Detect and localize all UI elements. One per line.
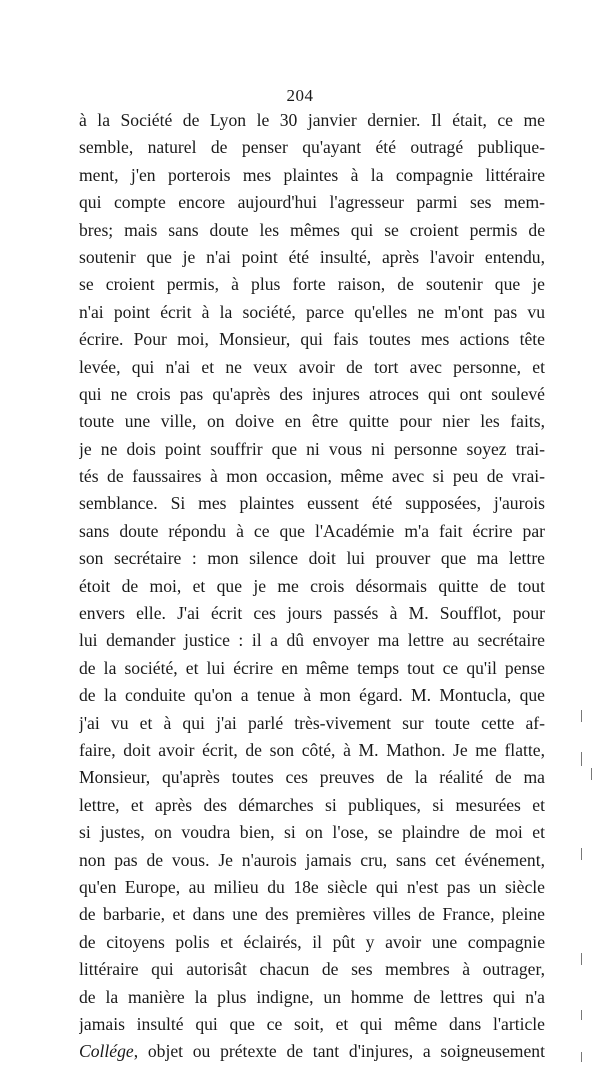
text-line: se croient permis, à plus forte raison, de soutenir que je: [79, 274, 545, 295]
text-line: son secrétaire : mon silence doit lui prouver que ma lettre: [79, 548, 545, 569]
page-number: 204: [286, 86, 314, 105]
scan-mark: [581, 953, 582, 965]
text-line: non pas de vous. Je n'aurois jamais cru, sans cet événement,: [79, 849, 545, 870]
text-line: semble, naturel de penser qu'ayant été outragé publique-: [79, 137, 545, 158]
scan-mark: [581, 848, 582, 860]
text-line: de barbarie, et dans une des premières villes de France, pleine: [79, 904, 545, 925]
scan-mark: [581, 1052, 582, 1062]
text-line: semblance. Si mes plaintes eussent été supposées, j'aurois: [79, 493, 545, 514]
text-line: n'ai point écrit à la société, parce qu'elles ne m'ont pas vu: [79, 301, 545, 322]
text-line: lui demander justice : il a dû envoyer ma lettre au secrétaire: [79, 630, 545, 651]
text-line: qui compte encore aujourd'hui l'agresseur parmi ses mem-: [79, 192, 545, 213]
text-line: qu'en Europe, au milieu du 18e siècle qui n'est pas un siècle: [79, 876, 545, 897]
text-line: [79, 1038, 545, 1065]
text-line: bres; mais sans doute les mêmes qui se croient permis de: [79, 219, 545, 240]
text-line: qui ne crois pas qu'après des injures atroces qui ont soulevé: [79, 383, 545, 404]
text-line: ment, j'en porterois mes plaintes à la compagnie littéraire: [79, 164, 545, 185]
text-line: Monsieur, qu'après toutes ces preuves de la réalité de ma: [79, 767, 545, 788]
scan-mark: [591, 768, 592, 780]
text-line: soutenir que je n'ai point été insulté, après l'avoir entendu,: [79, 246, 545, 267]
scan-mark: [581, 1010, 582, 1020]
text-line: faire, doit avoir écrit, de son côté, à M. Mathon. Je me flatte,: [79, 739, 545, 760]
text-line: levée, qui n'ai et ne veux avoir de tort avec personne, et: [79, 356, 545, 377]
text-line: écrire. Pour moi, Monsieur, qui fais toutes mes actions tête: [79, 329, 545, 350]
text-line: jamais insulté qui que ce soit, et qui même dans l'article: [79, 1013, 545, 1034]
text-line: si justes, on voudra bien, si on l'ose, se plaindre de moi et: [79, 822, 545, 843]
text-line: de citoyens polis et éclairés, il pût y avoir une compagnie: [79, 931, 545, 952]
scan-mark: [581, 752, 582, 766]
text-line: sans doute répondu à ce que l'Académie m'a fait écrire par: [79, 520, 545, 541]
italic-term: Collége: [79, 1041, 134, 1062]
text-line: j'ai vu et à qui j'ai parlé très-vivement sur toute cette af-: [79, 712, 545, 733]
scan-mark: [581, 710, 582, 722]
text-line: étoit de moi, et que je me crois désormais quitte de tout: [79, 575, 545, 596]
text-line: envers elle. J'ai écrit ces jours passés à M. Soufflot, pour: [79, 603, 545, 624]
text-line: je ne dois point souffrir que ni vous ni personne soyez trai-: [79, 438, 545, 459]
body-text: [79, 107, 545, 1066]
text-line: tés de faussaires à mon occasion, même avec si peu de vrai-: [79, 466, 545, 487]
text-line: littéraire qui autorisât chacun de ses membres à outrager,: [79, 959, 545, 980]
text-line: de la manière la plus indigne, un homme de lettres qui n'a: [79, 986, 545, 1007]
text-line: lettre, et après des démarches si publiques, si mesurées et: [79, 794, 545, 815]
scan-margin-marks: [580, 0, 600, 1089]
text-line-rest: , objet ou prétexte de tant d'injures, a soigneusement: [133, 1041, 545, 1062]
text-line: à la Société de Lyon le 30 janvier dernier. Il était, ce me: [79, 110, 545, 130]
text-line: toute une ville, on doive en être quitte pour nier les faits,: [79, 411, 545, 432]
text-line: de la société, et lui écrire en même temps tout ce qu'il pense: [79, 657, 545, 678]
text-line: de la conduite qu'on a tenue à mon égard. M. Montucla, que: [79, 685, 545, 706]
